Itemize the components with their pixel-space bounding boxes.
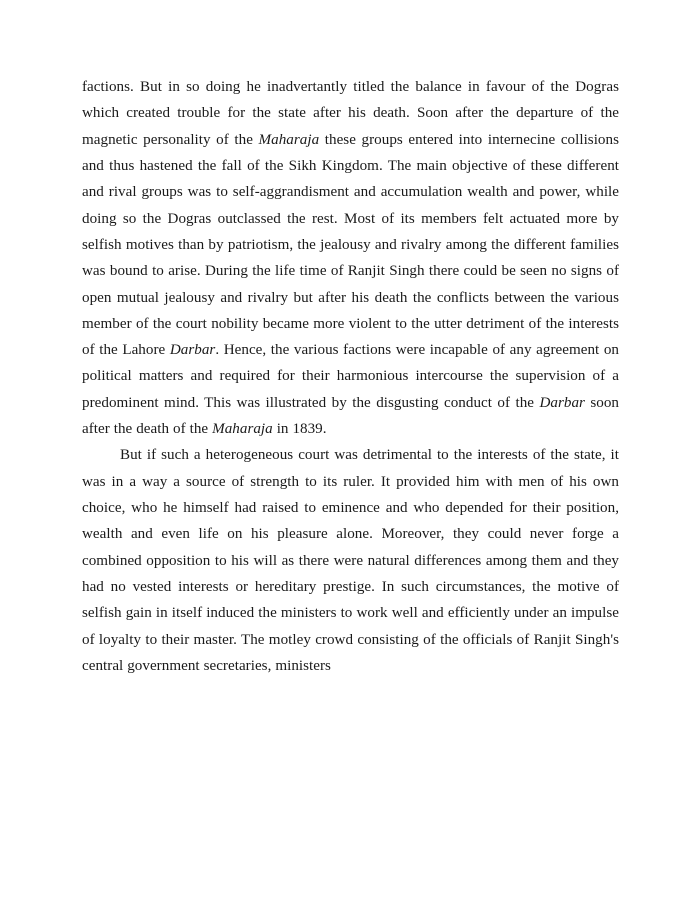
emphasised-term: Darbar (169, 342, 216, 359)
emphasised-term: Darbar (539, 394, 585, 411)
emphasised-term: Maharaja (258, 131, 320, 148)
emphasised-term: Maharaja (212, 421, 273, 438)
body-text-block (82, 74, 619, 679)
text-run: factions. But in so doing he inadvertantly titled the balance in favour of the Dogras which created trouble for the state after his death. Soon after the departure of the magnetic personality of the (82, 79, 619, 148)
text-run: soon after the death of the (82, 394, 620, 438)
text-run: in 1839. (272, 421, 327, 438)
paragraph-1 (82, 74, 619, 442)
text-run: But if such a heterogeneous court was detrimental to the interests of the state, it was in a way a source of strength to its ruler. It provided him with men of his own choice, who he himself had raised to eminence and who depended for their position, wealth and even life on his pleasure alone. Moreover, they could never forge a combined opposition to his will as there were natural differences among them and they had no vested interests or hereditary prestige. In such circumstances, the motive of selfish gain in itself induced the ministers to work well and efficiently under an impulse of loyalty to their master. The motley crowd consisting of the officials of Ranjit Singh's central government secretaries, ministers (82, 447, 619, 674)
paragraph-2 (82, 442, 619, 679)
text-run: these groups entered into internecine collisions and thus hastened the fall of the Sikh Kingdom. The main objective of these different and rival groups was to self-aggrandisment and accumulation wealth and power, while doing so the Dogras outclassed the rest. Most of its members felt actuated more by selfish motives than by patriotism, the jealousy and rivalry among the different families was bound to arise. During the life time of Ranjit Singh there could be seen no signs of open mutual jealousy and rivalry but after his death the conflicts between the various member of the court nobility became more violent to the utter detriment of the interests of the Lahore (82, 131, 619, 359)
text-run: . Hence, the various factions were incapable of any agreement on political matters and required for their harmonious intercourse the supervision of a predominent mind. This was illustrated by the disgusting conduct of the (82, 342, 619, 411)
